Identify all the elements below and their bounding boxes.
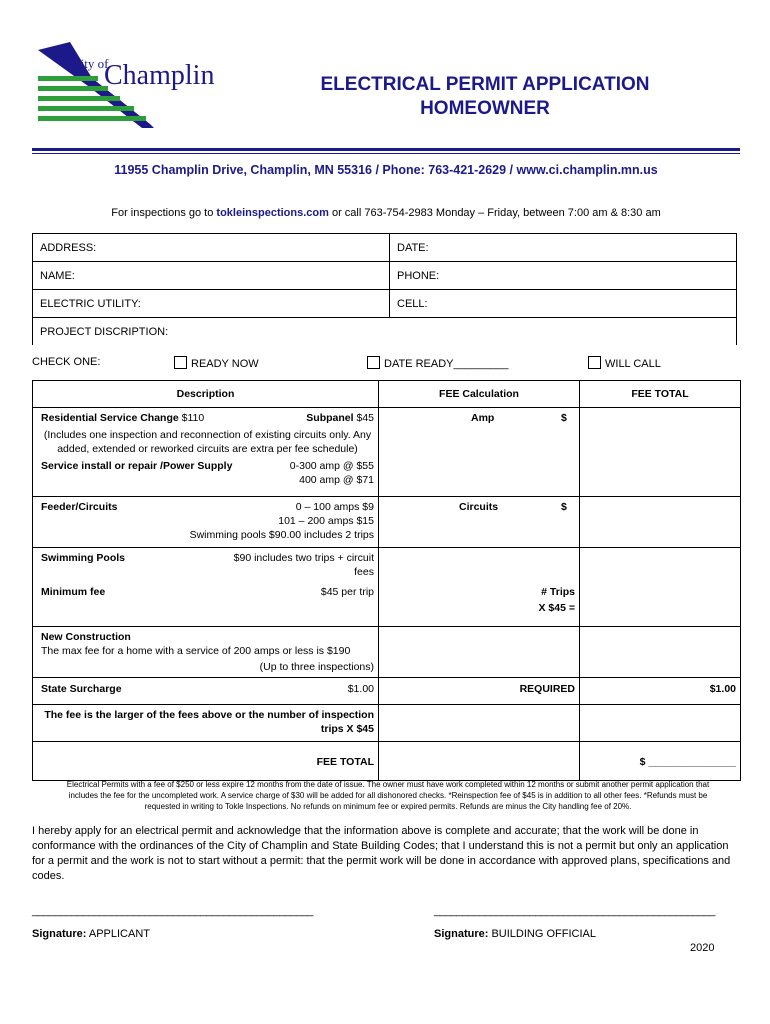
larger-fee-line2: trips X $45 [320, 723, 374, 735]
minimum-value: $45 per trip [320, 586, 374, 598]
feeder-row [33, 497, 379, 548]
pools-row [33, 548, 379, 585]
applicant-signature-label [32, 928, 150, 940]
header-fee-total: FEE TOTAL [580, 381, 741, 408]
amp-total-cell[interactable] [580, 408, 741, 497]
check-one-label: CHECK ONE: [32, 356, 101, 368]
date-ready-checkbox[interactable] [367, 356, 380, 369]
amp-rate-2: 400 amp @ $71 [299, 474, 374, 486]
newcon-total-cell[interactable] [580, 627, 741, 678]
pools-total-cell[interactable] [580, 548, 741, 585]
inspection-link[interactable]: tokleinspections.com [216, 207, 329, 219]
ready-now-option[interactable] [174, 356, 259, 370]
trips-total-cell[interactable] [580, 584, 741, 627]
circuits-calc-cell[interactable] [379, 497, 580, 548]
inspection-post: or call 763-754-2983 Monday – Friday, between 7:00 am & 8:30 am [328, 207, 661, 219]
minimum-row [33, 584, 379, 627]
official-signature-label [434, 928, 596, 940]
fee-total-row [33, 742, 379, 781]
date-ready-label: DATE READY_________ [384, 358, 509, 370]
subpanel-label: Subpanel [306, 412, 354, 424]
phone-field[interactable]: PHONE: [390, 262, 737, 290]
fee-total-cell[interactable] [580, 742, 741, 781]
surcharge-total-cell [580, 678, 741, 705]
pools-rate-2: fees [354, 566, 374, 578]
new-construction-text: The max fee for a home with a service of 200 amps or less is $190 [41, 645, 351, 657]
circuits-dollar: $ [561, 501, 567, 513]
header-fee-calc: FEE Calculation [379, 381, 580, 408]
fine-print-line1: Electrical Permits with a fee of $250 or less expire 12 months from the date of issue. The owner must have work completed within 12 months or submit another permit application that [66, 780, 710, 789]
newcon-calc-cell[interactable] [379, 627, 580, 678]
applicant-info-table [32, 233, 737, 345]
circuits-total-cell[interactable] [580, 497, 741, 548]
new-construction-label: New Construction [41, 631, 131, 643]
trips-label: # Trips [541, 586, 575, 598]
ready-now-checkbox[interactable] [174, 356, 187, 369]
circuits-calc-label: Circuits [459, 501, 499, 513]
inspection-pre: For inspections go to [111, 207, 217, 219]
larger-fee-line1: The fee is the larger of the fees above or the number of inspection [44, 709, 374, 721]
cell-field[interactable]: CELL: [390, 290, 737, 318]
pools-calc-cell[interactable] [379, 548, 580, 585]
contact-line: 11955 Champlin Drive, Champlin, MN 55316 / Phone: 763-421-2629 / www.ci.champlin.mn.us [114, 163, 658, 177]
city-logo [30, 38, 215, 130]
fine-print-line3: requested in writing to Tokle Inspections. No refunds on minimum fee or expired permits. Refunds are minus the City handling fee of 20%. [144, 802, 632, 811]
project-description-field[interactable]: PROJECT DISCRIPTION: [33, 318, 737, 346]
fee-total-value: $ _______________ [639, 756, 736, 768]
residential-note: (Includes one inspection and reconnection of existing circuits only. Any added, extended or reworked circuits are extra per fee schedule) [43, 429, 372, 455]
surcharge-row [33, 678, 379, 705]
logo-city-of: City of [72, 56, 109, 71]
declaration-text: I hereby apply for an electrical permit and acknowledge that the information above is complete and accurate; that the work will be done in conformance with the ordinances of the City of Champlin and State Building Codes; that I understand this is not a permit but only an application for a permit and the work is not to start without a permit: that the permit work will be done in accordance with approved plans, specifications and codes. [32, 825, 731, 882]
feeder-rate-2: 101 – 200 amps $15 [278, 515, 374, 527]
residential-price: $110 [178, 412, 205, 424]
official-signature-line[interactable]: __________________________________________________ [434, 905, 715, 917]
applicant-sig-prefix: Signature: [32, 928, 87, 940]
fee-total-label: FEE TOTAL [316, 756, 374, 768]
surcharge-label: State Surcharge [41, 683, 122, 695]
electric-utility-field[interactable]: ELECTRIC UTILITY: [33, 290, 390, 318]
logo-champlin: Champlin [104, 60, 215, 91]
official-role: BUILDING OFFICIAL [491, 928, 596, 940]
will-call-label: WILL CALL [605, 358, 661, 370]
will-call-option[interactable] [588, 356, 661, 370]
fine-print-line2: includes the fee for the uncompleted work. A service charge of $30 will be added for all dishonored checks. *Reinspection fee of $45 is in addition to all other fees. *Refunds must be [68, 791, 708, 800]
inspection-info [32, 207, 740, 219]
trips-calc-cell[interactable] [379, 584, 580, 627]
fee-table [32, 380, 741, 781]
subpanel-price: $45 [353, 412, 374, 424]
pools-rate-1: $90 includes two trips + circuit [233, 552, 374, 564]
amp-rate-1: 0-300 amp @ $55 [289, 460, 374, 472]
residential-row [33, 408, 379, 497]
header-rule-thin [32, 153, 740, 154]
applicant-signature-line[interactable]: __________________________________________________ [32, 905, 313, 917]
new-construction-row [33, 627, 379, 678]
pools-label: Swimming Pools [41, 552, 126, 564]
address-field[interactable]: ADDRESS: [33, 234, 390, 262]
date-field[interactable]: DATE: [390, 234, 737, 262]
residential-label: Residential Service Change [41, 412, 179, 424]
surcharge-required: REQUIRED [519, 683, 575, 695]
new-construction-note: (Up to three inspections) [259, 661, 374, 673]
amp-calc-cell[interactable] [379, 408, 580, 497]
amp-calc-label: Amp [471, 412, 495, 424]
trips-multiplier: X $45 = [538, 602, 575, 614]
amp-dollar: $ [561, 412, 567, 424]
surcharge-calc-cell [379, 678, 580, 705]
applicant-role: APPLICANT [88, 928, 150, 940]
minimum-label: Minimum fee [41, 586, 106, 598]
name-field[interactable]: NAME: [33, 262, 390, 290]
larger-fee-row [33, 705, 379, 742]
larger-fee-calc-cell [379, 705, 580, 742]
date-ready-option[interactable] [367, 356, 509, 370]
larger-fee-total-cell [580, 705, 741, 742]
fine-print [32, 779, 744, 812]
fee-total-calc-cell [379, 742, 580, 781]
will-call-checkbox[interactable] [588, 356, 601, 369]
header-rule [32, 148, 740, 151]
surcharge-total: $1.00 [709, 683, 736, 695]
page-title: ELECTRICAL PERMIT APPLICATION [320, 74, 650, 95]
page-subtitle: HOMEOWNER [420, 98, 550, 119]
service-install-label: Service install or repair /Power Supply [41, 460, 233, 472]
ready-now-label: READY NOW [191, 358, 259, 370]
feeder-label: Feeder/Circuits [41, 501, 118, 513]
form-year: 2020 [690, 942, 715, 954]
feeder-rate-3: Swimming pools $90.00 includes 2 trips [189, 529, 374, 541]
feeder-rate-1: 0 – 100 amps $9 [295, 501, 374, 513]
header-description: Description [33, 381, 379, 408]
official-sig-prefix: Signature: [434, 928, 489, 940]
surcharge-value: $1.00 [347, 683, 374, 695]
